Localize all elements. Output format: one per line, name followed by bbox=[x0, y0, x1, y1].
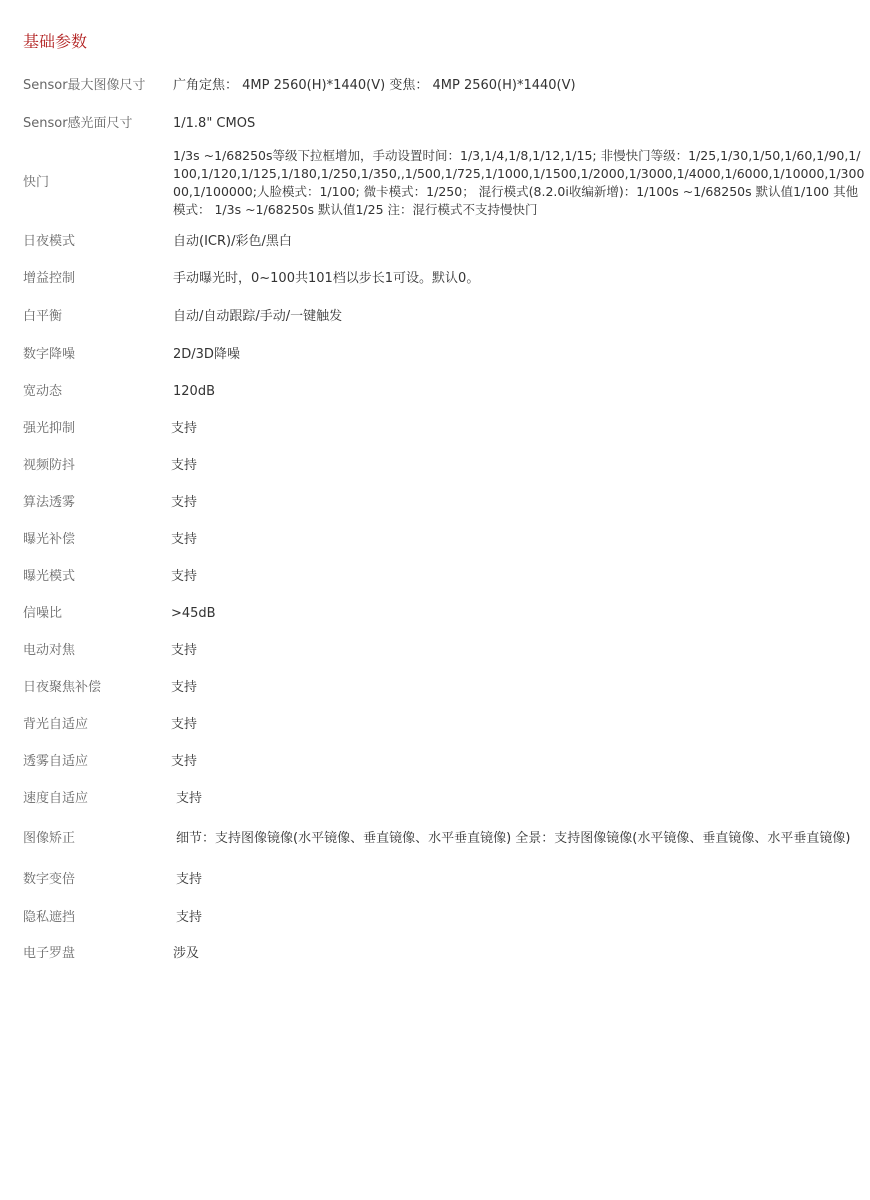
spec-label: 日夜聚焦补偿 bbox=[23, 679, 102, 695]
spec-value: 120dB bbox=[173, 383, 215, 399]
spec-label: 隐私遮挡 bbox=[23, 910, 76, 925]
spec-row-sensor-size bbox=[23, 105, 868, 142]
spec-label: 白平衡 bbox=[23, 309, 63, 324]
spec-row-hlc bbox=[23, 410, 868, 447]
spec-row-defog bbox=[23, 484, 868, 521]
spec-value: 支持 bbox=[171, 531, 198, 547]
spec-label: 强光抑制 bbox=[23, 420, 76, 436]
spec-label: Sensor感光面尺寸 bbox=[23, 115, 133, 131]
spec-label: 宽动态 bbox=[23, 383, 63, 399]
spec-row-digital-zoom bbox=[23, 861, 868, 899]
spec-value: 自动/自动跟踪/手动/一键触发 bbox=[173, 309, 343, 324]
spec-value: 支持 bbox=[171, 642, 198, 658]
spec-row-focus-comp bbox=[23, 669, 868, 706]
spec-row-exposure-comp bbox=[23, 521, 868, 558]
spec-value: 支持 bbox=[171, 457, 198, 473]
spec-label: 数字降噪 bbox=[23, 346, 76, 362]
spec-value: 支持 bbox=[171, 568, 198, 584]
section-title: 基础参数 bbox=[23, 32, 88, 51]
spec-value: >45dB bbox=[171, 605, 216, 621]
spec-row-snr bbox=[23, 595, 868, 632]
spec-value: 支持 bbox=[171, 716, 198, 732]
spec-label: 数字变倍 bbox=[23, 872, 76, 887]
spec-value: 支持 bbox=[171, 679, 198, 695]
spec-row-compass bbox=[23, 937, 868, 971]
spec-value: 手动曝光时，0~100共101档以步长1可设。默认0。 bbox=[173, 271, 480, 286]
spec-value: 支持 bbox=[171, 420, 198, 436]
spec-row-noise-reduction bbox=[23, 336, 868, 373]
spec-label: 速度自适应 bbox=[23, 790, 89, 806]
spec-label: 快门 bbox=[23, 175, 50, 190]
spec-value: 1/1.8" CMOS bbox=[173, 115, 256, 131]
spec-row-wdr bbox=[23, 373, 868, 410]
spec-value: 支持 bbox=[171, 753, 198, 769]
spec-label: 视频防抖 bbox=[23, 457, 76, 473]
spec-label: 图像矫正 bbox=[23, 831, 76, 846]
spec-value: 细节：支持图像镜像(水平镜像、垂直镜像、水平垂直镜像) 全景：支持图像镜像(水平镜像、垂直镜像、水平垂直镜像) bbox=[176, 831, 851, 846]
spec-row-privacy-mask bbox=[23, 899, 868, 937]
spec-row-eis bbox=[23, 447, 868, 484]
spec-row-gain bbox=[23, 260, 868, 298]
spec-value: 支持 bbox=[171, 494, 198, 510]
spec-row-image-correction bbox=[23, 817, 868, 861]
spec-label: 背光自适应 bbox=[23, 716, 89, 732]
spec-label: 透雾自适应 bbox=[23, 753, 89, 769]
spec-label: 日夜模式 bbox=[23, 234, 76, 249]
spec-label: 电动对焦 bbox=[23, 642, 76, 658]
spec-label: Sensor最大图像尺寸 bbox=[23, 78, 146, 93]
spec-row-defog-adapt bbox=[23, 743, 868, 780]
spec-row-white-balance bbox=[23, 298, 868, 336]
spec-row-backlight-adapt bbox=[23, 706, 868, 743]
spec-value: 1/3s ~1/68250s等级下拉框增加，手动设置时间：1/3,1/4,1/8,1/12,1/15; 非慢快门等级：1/25,1/30,1/50,1/60,1/90,1/100,1/120,1/125,1/180,1/250,1/350,,1/500,1/725,1/1000,1/1500,1/2000,1/3000,1/4000,1/6000,1/10000,1/30000,1/100000;人脸模式：1/100; 微卡模式：1/250； 混行模式(8.2.0i收编新增)：1/100s ~1/68250s 默认值1/100 其他模式： 1/3s ~1/68250s 默认值1/25 注：混行模式不支持慢快门 bbox=[173, 148, 865, 217]
spec-row-exposure-mode bbox=[23, 558, 868, 595]
spec-value: 支持 bbox=[176, 790, 203, 806]
spec-value: 广角定焦： 4MP 2560(H)*1440(V) 变焦： 4MP 2560(H)*1440(V) bbox=[173, 78, 576, 93]
spec-value: 涉及 bbox=[173, 946, 200, 961]
spec-label: 增益控制 bbox=[23, 271, 76, 286]
spec-label: 曝光模式 bbox=[23, 568, 76, 584]
spec-row-speed-adapt bbox=[23, 780, 868, 817]
spec-value: 自动(ICR)/彩色/黑白 bbox=[173, 234, 292, 249]
spec-label: 算法透雾 bbox=[23, 494, 76, 510]
spec-row-sensor-max-size bbox=[23, 67, 868, 105]
spec-label: 电子罗盘 bbox=[23, 946, 76, 961]
spec-label: 信噪比 bbox=[23, 605, 63, 621]
spec-value: 支持 bbox=[176, 910, 203, 925]
spec-label: 曝光补偿 bbox=[23, 531, 76, 547]
spec-value: 支持 bbox=[176, 872, 203, 887]
spec-row-motor-focus bbox=[23, 632, 868, 669]
spec-row-shutter bbox=[23, 142, 868, 224]
spec-table bbox=[23, 67, 868, 971]
spec-row-day-night bbox=[23, 224, 868, 260]
spec-value: 2D/3D降噪 bbox=[173, 346, 240, 362]
